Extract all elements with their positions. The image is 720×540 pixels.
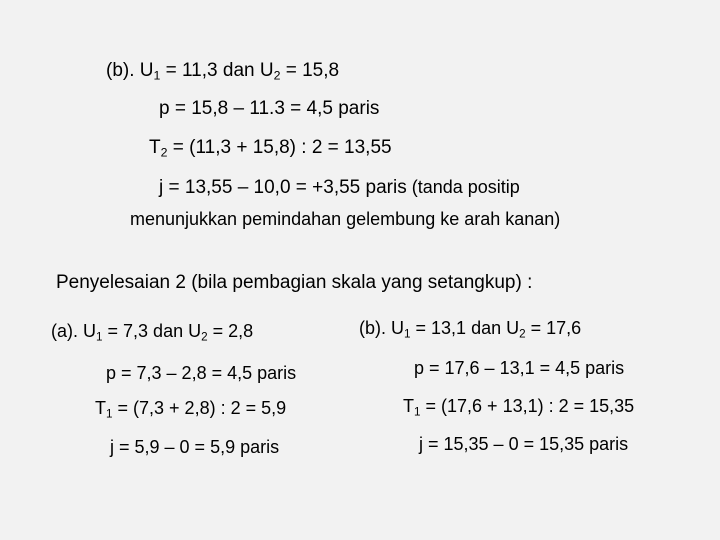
top-b-u1-subscript: 1 bbox=[153, 68, 161, 83]
left-a-t-equation bbox=[95, 397, 286, 419]
left-a-u-values bbox=[51, 320, 253, 342]
top-b-t-equation bbox=[149, 137, 392, 159]
left-a-t-suffix: = (7,3 + 2,8) : 2 = 5,9 bbox=[112, 398, 287, 418]
top-b-j-text: j = 13,55 – 10,0 = +3,55 paris bbox=[159, 177, 407, 198]
right-b-u-suffix: = 17,6 bbox=[525, 318, 582, 338]
right-b-t-equation bbox=[403, 395, 634, 417]
right-b-t-suffix: = (17,6 + 13,1) : 2 = 15,35 bbox=[420, 396, 635, 416]
left-a-u-mid: = 7,3 dan U bbox=[102, 321, 202, 341]
left-a-u2-subscript: 2 bbox=[201, 330, 208, 344]
right-b-u-mid: = 13,1 dan U bbox=[410, 318, 520, 338]
right-b-p-text: p = 17,6 – 13,1 = 4,5 paris bbox=[414, 358, 625, 378]
right-b-j-equation bbox=[419, 433, 628, 455]
section-heading-text: Penyelesaian 2 (bila pembagian skala yang setangkup) : bbox=[56, 272, 533, 293]
left-a-u-suffix: = 2,8 bbox=[207, 321, 254, 341]
right-b-p-equation bbox=[414, 357, 624, 379]
right-b-u-prefix: (b). U bbox=[359, 318, 404, 338]
top-b-u-mid: = 11,3 dan U bbox=[160, 60, 274, 81]
top-b-note-text: menunjukkan pemindahan gelembung ke arah kanan) bbox=[130, 209, 561, 229]
right-b-j-text: j = 15,35 – 0 = 15,35 paris bbox=[419, 434, 629, 454]
top-b-u-suffix: = 15,8 bbox=[280, 60, 340, 81]
top-b-u-prefix: (b). U bbox=[106, 60, 154, 81]
left-a-u1-subscript: 1 bbox=[96, 330, 103, 344]
top-b-u-values bbox=[106, 60, 339, 82]
right-b-u2-subscript: 2 bbox=[519, 327, 526, 341]
left-a-p-equation bbox=[106, 362, 296, 384]
left-a-t-prefix: T bbox=[95, 398, 106, 418]
left-a-t-subscript: 1 bbox=[106, 407, 113, 421]
top-b-t-suffix: = (11,3 + 15,8) : 2 = 13,55 bbox=[167, 137, 392, 158]
left-a-j-equation bbox=[110, 436, 279, 458]
left-a-p-text: p = 7,3 – 2,8 = 4,5 paris bbox=[106, 363, 297, 383]
right-b-t-subscript: 1 bbox=[414, 405, 421, 419]
top-b-p-text: p = 15,8 – 11.3 = 4,5 paris bbox=[159, 98, 380, 119]
top-b-j-note: (tanda positip bbox=[406, 177, 520, 197]
section-heading bbox=[56, 272, 532, 294]
left-a-u-prefix: (a). U bbox=[51, 321, 96, 341]
right-b-t-prefix: T bbox=[403, 396, 414, 416]
top-b-note-continuation bbox=[130, 208, 560, 230]
top-b-t-subscript: 2 bbox=[160, 145, 168, 160]
left-a-j-text: j = 5,9 – 0 = 5,9 paris bbox=[110, 437, 280, 457]
top-b-u2-subscript: 2 bbox=[273, 68, 281, 83]
right-b-u1-subscript: 1 bbox=[404, 327, 411, 341]
top-b-j-equation bbox=[159, 176, 520, 199]
top-b-t-prefix: T bbox=[149, 137, 161, 158]
right-b-u-values bbox=[359, 317, 581, 339]
top-b-p-equation bbox=[159, 98, 379, 120]
